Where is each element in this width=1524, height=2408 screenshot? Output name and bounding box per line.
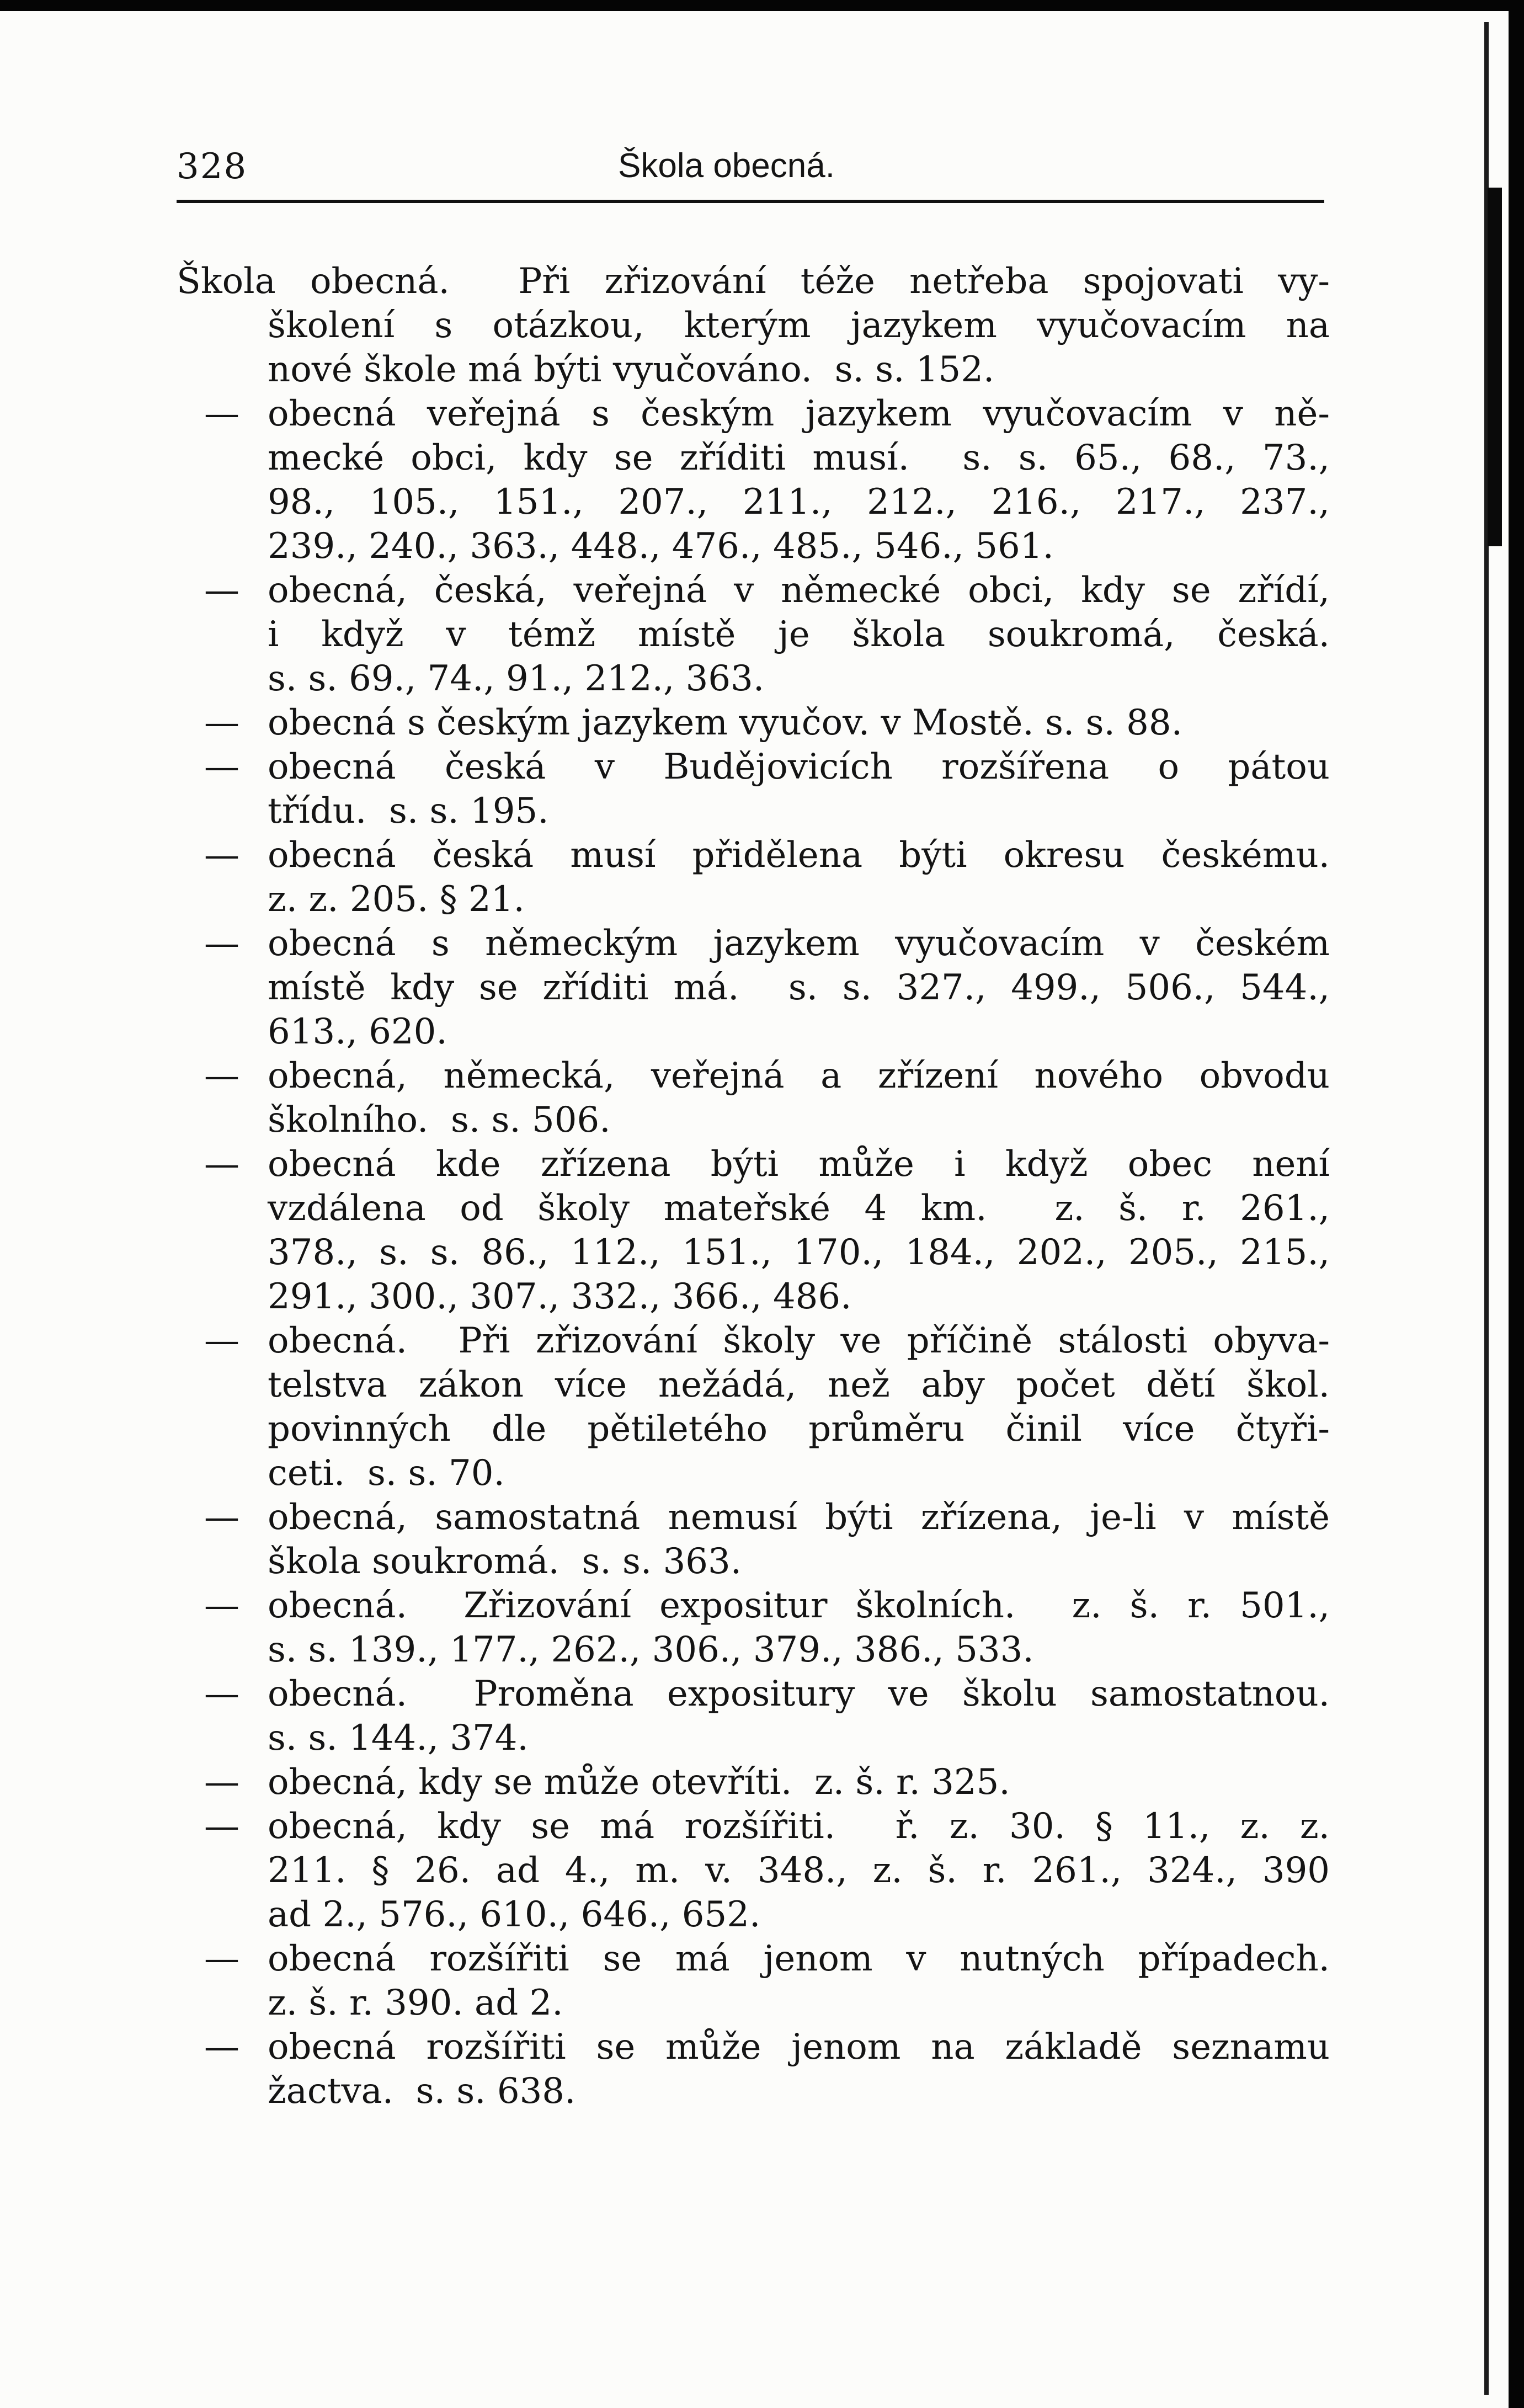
binding-mark [1488,188,1502,546]
header-rule [177,200,1324,203]
entry-line [177,1010,1330,1054]
index-entry [177,259,1330,392]
entry-line [177,1804,1330,1848]
entry-line [177,1539,1330,1584]
entry-line [177,1407,1330,1451]
index-entry [177,1054,1330,1142]
index-entry [177,1760,1330,1804]
entry-line [177,1848,1330,1893]
index-entry [177,1804,1330,1937]
index-entry [177,701,1330,745]
entry-text: s. s. 144., 374. [268,1718,529,1759]
entry-text: obecná, německá, veřejná a zřízení nového obvodu [268,1056,1330,1096]
entry-text: škola soukromá. s. s. 363. [268,1541,742,1582]
entry-text: obecná, česká, veřejná v německé obci, kdy se zřídí, [268,570,1330,611]
entry-line [177,259,1330,303]
entry-text: místě kdy se zříditi má. s. s. 327., 499., 506., 544., [268,967,1330,1008]
entry-text: mecké obci, kdy se zříditi musí. s. s. 65., 68., 73., [268,438,1330,478]
entry-line [177,524,1330,568]
entry-text: 378., s. s. 86., 112., 151., 170., 184., 202., 205., 215., [268,1232,1330,1273]
entry-text: povinných dle pětiletého průměru činil více čtyři- [268,1409,1330,1450]
entry-line [177,1495,1330,1539]
entry-line [177,1098,1330,1142]
entry-line [177,2025,1330,2069]
entry-dash: — [204,747,239,787]
entry-dash: — [204,1056,239,1096]
entry-text: žactva. s. s. 638. [268,2071,576,2112]
entry-dash: — [204,1320,239,1361]
entry-line [177,1275,1330,1319]
entry-text: školního. s. s. 506. [268,1100,611,1141]
entry-text: nové škole má býti vyučováno. s. s. 152. [268,349,995,390]
entry-line [177,348,1330,392]
entry-text: obecná s českým jazykem vyučov. v Mostě. s. s. 88. [268,702,1182,743]
entry-line [177,1981,1330,2025]
entry-dash: — [204,1585,239,1626]
entry-text: školení s otázkou, kterým jazykem vyučovacím na [268,305,1330,346]
index-entry [177,1937,1330,2025]
entry-dash: — [204,1938,239,1979]
entry-text: obecná česká musí přidělena býti okresu českému. [268,835,1330,876]
entry-text: obecná rozšířiti se může jenom na základě seznamu [268,2027,1330,2068]
index-entry [177,1672,1330,1760]
entry-line [177,303,1330,348]
index-entry [177,1584,1330,1672]
entry-line [177,921,1330,966]
entry-dash: — [204,2027,239,2068]
entry-text: i když v témž místě je škola soukromá, česká. [268,614,1330,655]
entry-dash: — [204,1762,239,1803]
index-entry [177,1319,1330,1495]
scan-top-edge [0,0,1524,11]
entry-text: s. s. 69., 74., 91., 212., 363. [268,658,765,699]
entry-text: Škola obecná. Při zřizování téže netřeba spojovati vy- [177,261,1330,302]
entry-dash: — [204,393,239,434]
page-number: 328 [177,146,248,187]
entry-line [177,1760,1330,1804]
entry-dash: — [204,1497,239,1538]
entry-line [177,657,1330,701]
page-header [177,135,1324,196]
entry-line [177,1584,1330,1628]
entry-line [177,966,1330,1010]
entry-line [177,1716,1330,1760]
entry-text: obecná, samostatná nemusí býti zřízena, je-li v místě [268,1497,1330,1538]
entry-text: 239., 240., 363., 448., 476., 485., 546., 561. [268,526,1054,567]
entry-text: obecná. Při zřizování školy ve příčině stálosti obyva- [268,1320,1330,1361]
entry-text: obecná, kdy se má rozšířiti. ř. z. 30. § 11., z. z. [268,1806,1330,1847]
entry-text: obecná s německým jazykem vyučovacím v českém [268,923,1330,964]
entry-line [177,1186,1330,1230]
entry-text: třídu. s. s. 195. [268,791,549,832]
entry-text: ad 2., 576., 610., 646., 652. [268,1894,761,1935]
index-entry [177,745,1330,833]
entry-text: ceti. s. s. 70. [268,1453,505,1494]
index-entry [177,1142,1330,1319]
entry-dash: — [204,702,239,743]
entry-line [177,2069,1330,2113]
entry-line [177,392,1330,436]
entry-text: obecná, kdy se může otevříti. z. š. r. 325. [268,1762,1010,1803]
entry-text: z. š. r. 390. ad 2. [268,1983,563,2023]
index-entry [177,392,1330,568]
entry-line [177,436,1330,480]
entry-dash: — [204,835,239,876]
entry-text: telstva zákon více nežádá, než aby počet dětí škol. [268,1365,1330,1405]
entry-line [177,1054,1330,1098]
entry-text: obecná kde zřízena býti může i když obec není [268,1144,1330,1185]
entry-line [177,745,1330,789]
index-entry [177,1495,1330,1584]
index-entry [177,833,1330,921]
entry-line [177,1893,1330,1937]
entry-line [177,1937,1330,1981]
running-title: Škola obecná. [618,147,835,185]
entry-line [177,1628,1330,1672]
entry-line [177,1319,1330,1363]
entry-text: s. s. 139., 177., 262., 306., 379., 386., 533. [268,1629,1034,1670]
entry-text: z. z. 205. § 21. [268,879,525,920]
entry-line [177,1230,1330,1275]
entry-text: obecná. Zřizování expositur školních. z. š. r. 501., [268,1585,1330,1626]
entry-line [177,789,1330,833]
entry-line [177,701,1330,745]
entry-text: obecná česká v Budějovicích rozšířena o pátou [268,747,1330,787]
entry-dash: — [204,923,239,964]
entry-line [177,1363,1330,1407]
entry-line [177,480,1330,524]
entry-line [177,568,1330,612]
entry-line [177,612,1330,657]
entry-line [177,833,1330,877]
index-entry [177,568,1330,701]
entry-dash: — [204,1144,239,1185]
entry-text: obecná veřejná s českým jazykem vyučovacím v ně- [268,393,1330,434]
entry-line [177,1451,1330,1495]
entry-text: 98., 105., 151., 207., 211., 212., 216., 217., 237., [268,482,1330,523]
scan-right-edge [1509,0,1524,2408]
entry-text: 613., 620. [268,1011,447,1052]
index-entry [177,2025,1330,2113]
entry-text: 211. § 26. ad 4., m. v. 348., z. š. r. 261., 324., 390 [268,1850,1330,1891]
entry-dash: — [204,570,239,611]
entry-text: obecná. Proměna expositury ve školu samostatnou. [268,1674,1330,1714]
entry-line [177,1672,1330,1716]
entry-line [177,1142,1330,1186]
entry-line [177,877,1330,921]
entry-dash: — [204,1806,239,1847]
entry-text: obecná rozšířiti se má jenom v nutných případech. [268,1938,1330,1979]
entry-text: vzdálena od školy mateřské 4 km. z. š. r. 261., [268,1188,1330,1229]
entry-dash: — [204,1674,239,1714]
entry-text: 291., 300., 307., 332., 366., 486. [268,1276,852,1317]
index-entries [177,259,1330,2113]
index-entry [177,921,1330,1054]
